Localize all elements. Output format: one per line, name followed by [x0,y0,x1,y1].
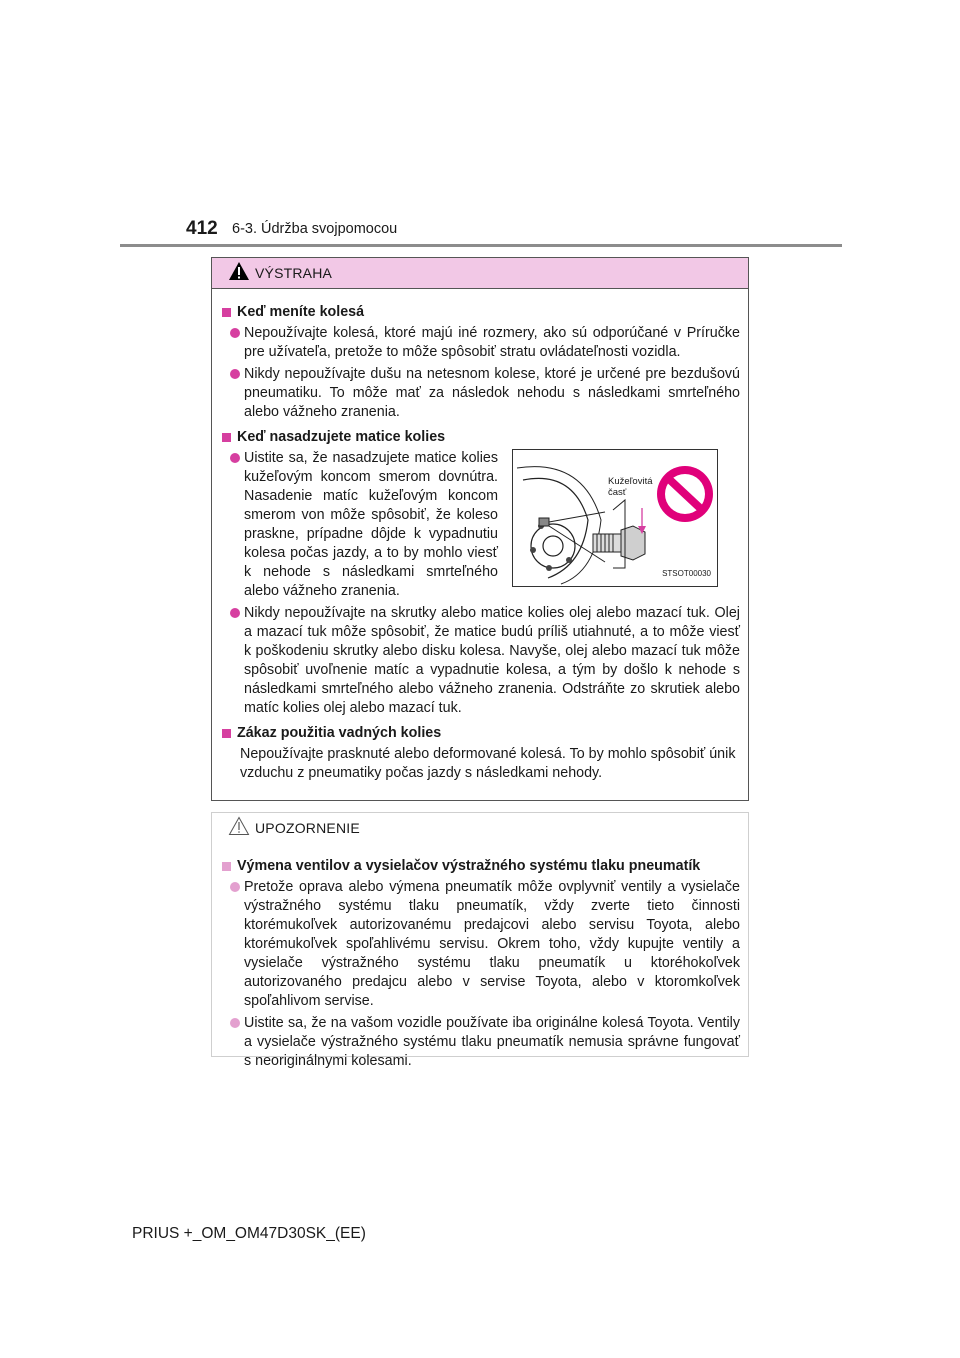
warning-triangle-icon [228,261,250,281]
list-item [230,324,740,362]
circle-bullet-icon [230,453,240,463]
header-rule [120,244,842,247]
caution-header [212,813,748,843]
circle-bullet-icon [230,328,240,338]
list-item [230,449,498,601]
warning-title: VÝSTRAHA [255,265,333,281]
warning-heading-wheel-change [220,303,740,322]
list-item-text: Pretože oprava alebo výmena pneumatík môže ovplyvniť ventily a vysielače výstražného systému tlaku pneumatík, vždy zverte tieto činnosti ktorémukoľvek autorizovanému predajcovi alebo servisu Toyota, alebo ktorémukoľvek spoľahlivému servisu. Okrem toho, vždy kupujte ventily a vysielače výstražného systému tlaku pneumatík u ktoréhokoľvek autorizovaného predajcu alebo v servise Toyota, alebo v ktoromkoľvek spoľahlivom servise. [244,879,740,1009]
caution-triangle-icon [228,816,250,836]
footer-doc-code: PRIUS +_OM_OM47D30SK_(EE) [132,1225,366,1242]
circle-bullet-icon [230,882,240,892]
heading-text: Výmena ventilov a vysielačov výstražného systému tlaku pneumatík [237,858,701,874]
list-item [230,878,740,1011]
bullet-with-figure [220,449,740,604]
heading-text: Keď nasadzujete matice kolies [237,429,446,445]
heading-text: Keď meníte kolesá [237,304,365,320]
list-item-text: Nikdy nepoužívajte dušu na netesnom kolese, ktoré je určené pre bezdušovú pneumatiku. To môže mať za následok nehodu s následkami smrteľného alebo vážneho zranenia. [244,366,740,420]
paragraph: Nepoužívajte prasknuté alebo deformované kolesá. To by mohlo spôsobiť únik vzduchu z pneumatiky počas jazdy s následkami nehody. [240,746,736,781]
square-bullet-icon [222,433,231,442]
list-item [230,604,740,718]
figure-callout-label: Kužeľovitá časť [608,476,653,498]
warning-box [211,257,749,801]
caution-body [212,843,748,1071]
circle-bullet-icon [230,1018,240,1028]
warning-header [212,258,748,289]
caution-box [211,812,749,1069]
list-item [230,365,740,422]
caution-title: UPOZORNENIE [255,820,360,836]
list-item-text: Nepoužívajte kolesá, ktoré majú iné rozmery, ako sú odporúčané v Príručke pre užívateľa, pretože to môže spôsobiť stratu ovládateľnosti vozidla. [244,325,740,360]
circle-bullet-icon [230,608,240,618]
page-number: 412 [186,218,218,239]
heading-text: Zákaz použitia vadných kolies [237,725,442,741]
list-item [230,1014,740,1071]
wheel-nut-illustration [512,449,718,587]
list-item-text: Uistite sa, že nasadzujete matice kolies kužeľovým koncom smerom dovnútra. Nasadenie matíc kužeľovým koncom smerom von môže spôsobiť, že koleso praskne, prípadne dôjde k vypadnutiu kolesa počas jazdy, a to by mohlo viesť k nehode s následkami smrteľného alebo vážneho zranenia. [244,450,498,599]
list-item-text: Nikdy nepoužívajte na skrutky alebo matice kolies olej alebo mazací tuk. Olej a mazací tuk môže spôsobiť, že matice budú príliš utiahnuté, a to môže viesť k poškodeniu skrutky alebo disku kolesa. Navyše, olej alebo mazací tuk môže spôsobiť uvoľnenie matíc a vypadnutie kolesa, a tým by došlo k nehode s následkami smrteľného alebo vážneho zranenia. Odstráňte zo skrutiek alebo matíc kolies olej alebo mazací tuk. [244,605,740,716]
square-bullet-icon [222,862,231,871]
square-bullet-icon [222,729,231,738]
warning-heading-nuts [220,428,740,447]
figure-code: STSOT00030 [662,569,711,578]
warning-body [212,289,748,783]
circle-bullet-icon [230,369,240,379]
section-title: 6-3. Údržba svojpomocou [232,221,398,237]
caution-heading-valves [220,857,740,876]
list-item-text: Uistite sa, že na vašom vozidle používate iba originálne kolesá Toyota. Ventily a vysielače výstražného systému tlaku pneumatík nemusia správne fungovať s neoriginálnymi kolesami. [244,1015,740,1069]
square-bullet-icon [222,308,231,317]
warning-heading-defective [220,724,740,743]
